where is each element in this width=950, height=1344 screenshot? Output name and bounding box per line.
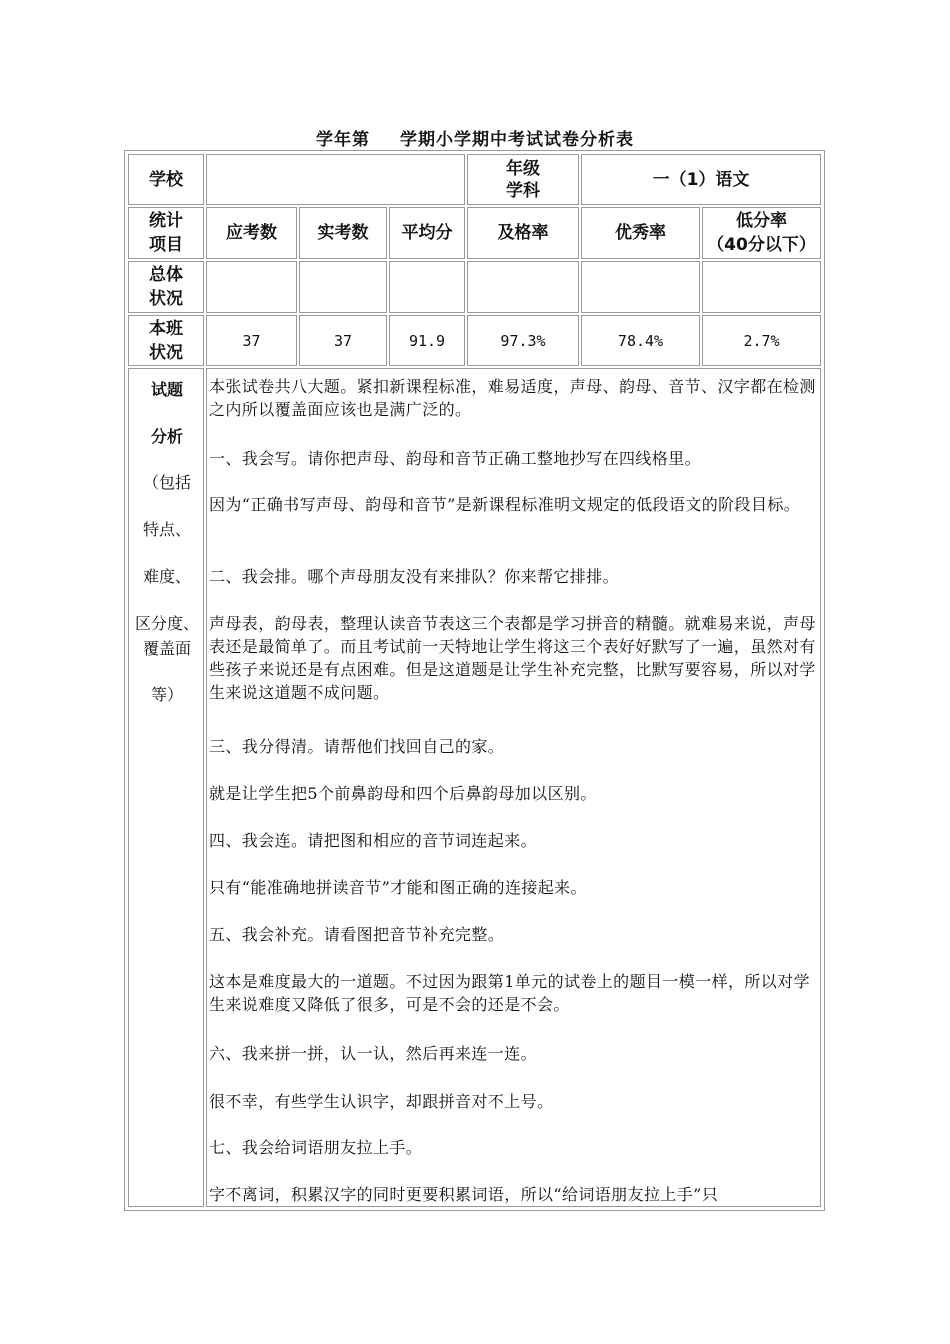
overall-pass-rate-cell bbox=[467, 261, 579, 313]
analysis-paragraph: 一、我会写。请你把声母、韵母和音节正确工整地抄写在四线格里。 bbox=[209, 449, 702, 468]
class-expected-value: 37 bbox=[242, 331, 261, 350]
school-value-cell bbox=[206, 154, 465, 205]
analysis-paragraph: 五、我会补充。请看图把音节补充完整。 bbox=[209, 925, 505, 944]
analysis-label-line-2: 分析 bbox=[150, 427, 183, 446]
class-label-line-1: 本班 bbox=[149, 318, 183, 339]
overall-excellent-rate-cell bbox=[581, 261, 700, 313]
low-rate-threshold: （40分以下） bbox=[707, 235, 816, 255]
analysis-label-line-5: 难度、 bbox=[142, 567, 191, 586]
class-average-cell bbox=[389, 315, 465, 366]
grade-subject-value: 一（1）语文 bbox=[652, 169, 750, 190]
class-excellent-rate-cell bbox=[581, 315, 700, 366]
excellent-rate-header bbox=[581, 207, 700, 259]
class-low-rate-value: 2.7% bbox=[743, 331, 780, 350]
analysis-label-line-6: 区分度、 bbox=[134, 614, 199, 633]
class-label-line-2: 状况 bbox=[149, 342, 183, 363]
class-pass-rate-value: 97.3% bbox=[500, 331, 546, 350]
school-label: 学校 bbox=[149, 169, 183, 190]
pass-rate-header bbox=[467, 207, 579, 259]
analysis-paragraph: 七、我会给词语朋友拉上手。 bbox=[209, 1138, 423, 1157]
analysis-paragraph: 很不幸，有些学生认识字，却跟拼音对不上号。 bbox=[209, 1092, 554, 1111]
class-low-rate-cell bbox=[702, 315, 821, 366]
subject-label: 学科 bbox=[506, 180, 540, 201]
analysis-content-cell bbox=[206, 368, 821, 1207]
stats-label-line-2: 项目 bbox=[149, 235, 183, 255]
analysis-paragraph: 四、我会连。请把图和相应的音节词连起来。 bbox=[209, 831, 538, 850]
class-expected-cell bbox=[206, 315, 297, 366]
analysis-paragraph: 三、我分得清。请帮他们找回自己的家。 bbox=[209, 737, 505, 756]
average-header bbox=[389, 207, 465, 259]
title-part-2: 学期小学期中考试试卷分析表 bbox=[400, 130, 634, 150]
analysis-label-line-7: 覆盖面 bbox=[142, 639, 191, 658]
overall-average-cell bbox=[389, 261, 465, 313]
grade-subject-label-cell bbox=[467, 154, 579, 205]
class-actual-value: 37 bbox=[333, 331, 353, 350]
class-status-label-cell bbox=[128, 315, 204, 366]
excellent-rate-label: 优秀率 bbox=[615, 223, 666, 243]
analysis-label-line-1: 试题 bbox=[150, 380, 183, 399]
analysis-label-line-3: （包括 bbox=[142, 473, 191, 492]
analysis-paragraph: 就是让学生把5个前鼻韵母和四个后鼻韵母加以区别。 bbox=[209, 784, 597, 803]
low-rate-header bbox=[702, 207, 821, 259]
overall-label-line-2: 状况 bbox=[149, 289, 183, 309]
expected-count-label: 应考数 bbox=[226, 223, 277, 243]
average-label: 平均分 bbox=[401, 223, 453, 243]
analysis-paragraph: 只有“能准确地拼读音节”才能和图正确的连接起来。 bbox=[209, 878, 587, 897]
class-average-value: 91.9 bbox=[408, 331, 446, 350]
expected-count-header bbox=[206, 207, 297, 259]
school-label-cell bbox=[128, 154, 204, 205]
analysis-paragraph: 声母表，韵母表，整理认读音节表这三个表都是学习拼音的精髓。就难易来说，声母表还是最简单了。而且考试前一天特地让学生将这三个表好好默写了一遍，虽然对有些孩子来说还是有点困难。但是这道题是让学生补充完整，比默写要容易，所以对学生来说这道题不成问题。 bbox=[209, 614, 816, 702]
analysis-paragraph: 字不离词，积累汉字的同时更要积累词语，所以“给词语朋友拉上手”只 bbox=[209, 1185, 719, 1204]
low-rate-label: 低分率 bbox=[736, 211, 787, 231]
analysis-paragraph: 因为“正确书写声母、韵母和音节”是新课程标准明文规定的低段语文的阶段目标。 bbox=[209, 495, 801, 514]
overall-expected-cell bbox=[206, 261, 297, 313]
analysis-label-line-8: 等） bbox=[150, 685, 183, 704]
class-pass-rate-cell bbox=[467, 315, 579, 366]
title-part-1: 学年第 bbox=[316, 130, 370, 150]
analysis-label-cell bbox=[128, 368, 204, 1207]
grade-subject-value-cell bbox=[581, 154, 821, 205]
analysis-paragraph: 六、我来拼一拼，认一认，然后再来连一连。 bbox=[209, 1044, 538, 1063]
analysis-paragraph: 二、我会排。哪个声母朋友没有来排队？你来帮它排排。 bbox=[209, 567, 620, 586]
stats-label-line-1: 统计 bbox=[149, 211, 183, 231]
overall-low-rate-cell bbox=[702, 261, 821, 313]
stats-item-label-cell bbox=[128, 207, 204, 259]
actual-count-header bbox=[299, 207, 387, 259]
overall-status-label-cell bbox=[128, 261, 204, 313]
page-title bbox=[0, 125, 950, 150]
analysis-label-line-4: 特点、 bbox=[142, 520, 191, 539]
grade-label: 年级 bbox=[506, 158, 540, 179]
actual-count-label: 实考数 bbox=[317, 223, 369, 243]
analysis-paragraph: 这本是难度最大的一道题。不过因为跟第1单元的试卷上的题目一模一样，所以对学生来说难度又降低了很多，可是不会的还是不会。 bbox=[209, 972, 810, 1014]
analysis-paragraph: 本张试卷共八大题。紧扣新课程标准，难易适度，声母、韵母、音节、汉字都在检测之内所以覆盖面应该也是满广泛的。 bbox=[209, 377, 816, 419]
class-excellent-rate-value: 78.4% bbox=[617, 331, 664, 350]
class-actual-cell bbox=[299, 315, 387, 366]
pass-rate-label: 及格率 bbox=[497, 223, 549, 243]
overall-label-line-1: 总体 bbox=[149, 265, 183, 285]
overall-actual-cell bbox=[299, 261, 387, 313]
